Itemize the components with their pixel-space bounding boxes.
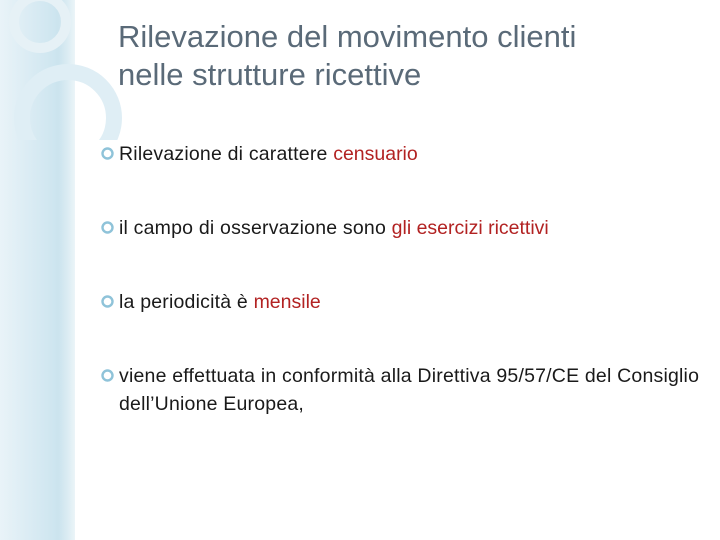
bullet-list [100,140,700,418]
slide-title [118,18,703,94]
bullet-text: la periodicità è [119,291,254,313]
ring-bullet-icon [100,220,115,235]
bullet-text: Rilevazione di carattere [119,143,334,165]
ring-bullet-icon [100,368,115,383]
strip-highlight [58,0,75,540]
bullet-item-direttiva [100,362,700,418]
bullet-item-periodicita [100,288,700,316]
bullet-text: viene effettuata in conformità alla Direttiva 95/57/CE del Consiglio dell’Unione Europea, [119,365,700,415]
bullet-item-campo [100,214,700,242]
decorative-sidebar-strip [0,0,75,540]
slide-title-line-1: Rilevazione del movimento clienti [118,19,577,54]
bullet-emphasis: gli esercizi ricettivi [391,217,549,239]
bullet-item-censuario [100,140,700,168]
bullet-emphasis: mensile [253,291,321,313]
ring-bullet-icon [100,294,115,309]
bullet-text: il campo di osservazione sono [119,217,392,239]
ring-bullet-icon [100,146,115,161]
bullet-emphasis: censuario [333,143,418,165]
slide-title-line-2: nelle strutture ricettive [118,57,422,92]
